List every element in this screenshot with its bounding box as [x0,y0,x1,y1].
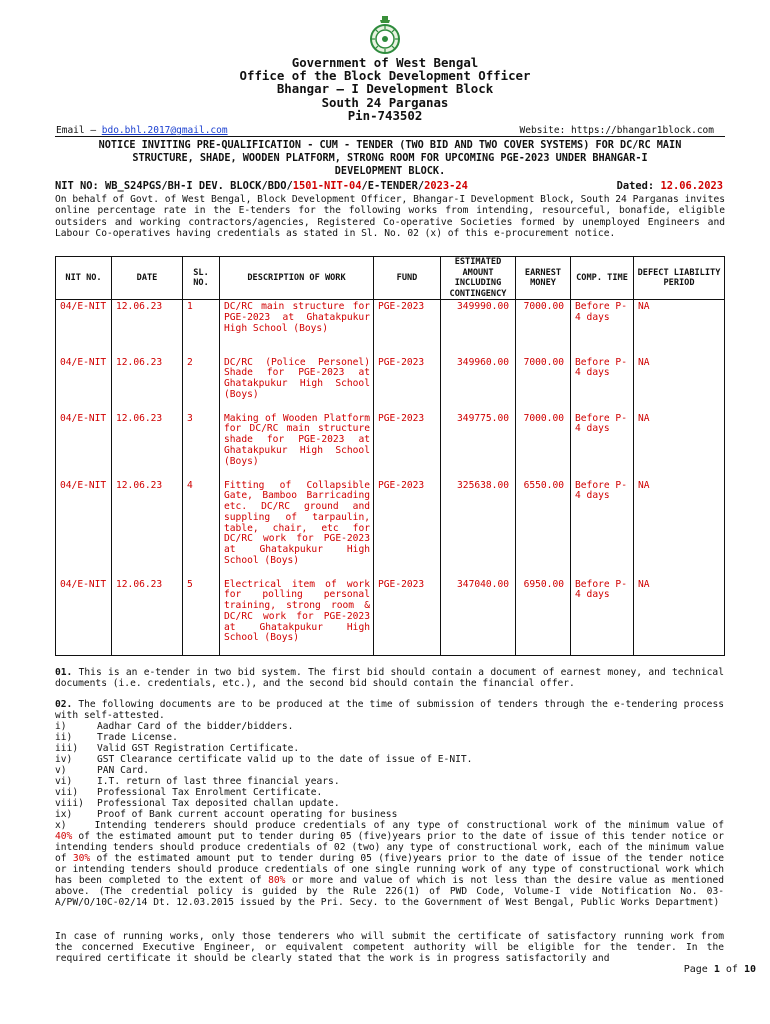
clause-01-number: 01. [55,667,73,678]
cell-nit: 04/E-NIT [56,578,112,656]
cell-sl: 2 [183,356,220,412]
page-number [684,964,756,975]
cell-date: 12.06.23 [112,300,183,356]
notice-title-line-2: STRUCTURE, SHADE, WOODEN PLATFORM, STRONG ROOM FOR UPCOMING PGE-2023 UNDER BHANGAR-I [132,153,648,164]
cell-earnest: 6550.00 [516,479,571,578]
notice-title [55,139,725,178]
list-item-key: iii) [55,743,79,754]
list-item-text: PAN Card. [97,765,149,776]
list-item-text: I.T. return of last three financial years. [97,776,340,787]
page-of-label: of [719,964,744,975]
credential-text-b: of the estimated amount put to tender during 05 (five)years prior to the date of issue of this tender notice or intending tenders should produce credentials of 02 (two) any type of constructional work, each of the minimum value of [55,831,724,864]
cell-amount: 347040.00 [441,578,516,656]
col-header-defect: DEFECT LIABILITY PERIOD [634,257,725,300]
col-header-date: DATE [112,257,183,300]
dated-label: Dated: [616,180,661,192]
cell-date: 12.06.23 [112,356,183,412]
cell-nit: 04/E-NIT [56,412,112,479]
cell-date: 12.06.23 [112,578,183,656]
header-district: South 24 Parganas [321,94,449,110]
works-table [55,256,725,656]
cell-amount: 349775.00 [441,412,516,479]
cell-amount: 349990.00 [441,300,516,356]
cell-amount: 325638.00 [441,479,516,578]
header-block: Bhangar – I Development Block [276,81,494,97]
table-header-row [56,257,725,300]
cell-comp-time: Before P-4 days [571,300,634,356]
credential-percent-1: 40% [55,831,73,842]
credential-requirement [55,820,724,908]
cell-earnest: 7000.00 [516,300,571,356]
cell-sl: 4 [183,479,220,578]
table-row [56,356,725,412]
nit-number-line [55,181,725,192]
cell-defect: NA [634,300,725,356]
cell-description: Electrical item of work for polling personal training, strong room & DC/RC work for PGE-2023 at Ghatakpukur High School (Boys) [220,578,374,656]
list-item [55,765,724,776]
page-total: 10 [743,964,756,975]
credential-percent-2: 30% [72,853,91,864]
cell-earnest: 6950.00 [516,578,571,656]
table-row [56,412,725,479]
running-works-paragraph: In case of running works, only those tenderers who will submit the certificate of satisfactory running work from the concerned Executive Engineer, or equivalent competent authority will be eligible for the tender. In the required certificate it should be clearly stated that the work is in progress satisfactorily and [55,931,724,964]
header-office: Office of the Block Development Officer [239,68,531,84]
list-item [55,754,724,765]
cell-fund: PGE-2023 [374,300,441,356]
cell-comp-time: Before P-4 days [571,356,634,412]
nit-mid: /E-TENDER/ [361,180,425,192]
list-item-text: Professional Tax deposited challan update. [97,798,340,809]
cell-fund: PGE-2023 [374,578,441,656]
credential-percent-3: 80% [268,875,286,886]
cell-fund: PGE-2023 [374,412,441,479]
cell-fund: PGE-2023 [374,356,441,412]
government-emblem-icon [368,14,402,56]
credential-text-a: Intending tenderers should produce credentials of any type of constructional work of the minimum value of [94,820,724,831]
header-divider [55,136,725,137]
cell-description: Making of Wooden Platform for DC/RC main structure shade for PGE-2023 at Ghatakpukur High School (Boys) [220,412,374,479]
cell-sl: 1 [183,300,220,356]
list-item [55,743,724,754]
list-item-text: Proof of Bank current account operating for business [97,809,398,820]
list-item-key: x) [55,820,67,831]
list-item [55,732,724,743]
cell-date: 12.06.23 [112,412,183,479]
list-item-text: GST Clearance certificate valid up to the date of issue of E-NIT. [97,754,473,765]
notice-date [617,181,723,192]
list-item [55,798,724,809]
cell-description: DC/RC (Police Personel) Shade for PGE-2023 at Ghatakpukur High School (Boys) [220,356,374,412]
cell-sl: 3 [183,412,220,479]
cell-comp-time: Before P-4 days [571,479,634,578]
list-item-key: v) [55,765,67,776]
list-item-key: viii) [55,798,84,809]
nit-serial: 1501-NIT-04 [292,180,362,192]
cell-comp-time: Before P-4 days [571,412,634,479]
clause-02 [55,699,724,721]
list-item-key: vi) [55,776,73,787]
col-header-sl: SL. NO. [183,257,220,300]
cell-earnest: 7000.00 [516,356,571,412]
cell-comp-time: Before P-4 days [571,578,634,656]
list-item-key: ix) [55,809,73,820]
cell-nit: 04/E-NIT [56,300,112,356]
clause-01-text: This is an e-tender in two bid system. The first bid should contain a document of earnest money, and technical documents (i.e. credentials, etc.), and the second bid should contain the financial offer. [55,667,724,689]
list-item-text: Professional Tax Enrolment Certificate. [97,787,323,798]
list-item-key: i) [55,721,67,732]
list-item [55,787,724,798]
notice-title-line-3: DEVELOPMENT BLOCK. [334,166,446,177]
cell-date: 12.06.23 [112,479,183,578]
col-header-nit: NIT NO. [56,257,112,300]
email-link[interactable]: bdo.bhl.2017@gmail.com [101,125,228,136]
office-header [0,56,770,122]
dated-value: 12.06.2023 [660,180,723,192]
col-header-description: DESCRIPTION OF WORK [220,257,374,300]
cell-nit: 04/E-NIT [56,479,112,578]
list-item-key: iv) [55,754,73,765]
nit-year: 2023-24 [424,180,468,192]
document-list [55,721,724,820]
credential-text-d: or more and value of which is not less than the desire value as mentioned above. (The credential policy is guided by the Rule 226(1) of PWD Code, Volume-I vide Notification No. 03-A/PW/O/10C-02/14 Dt. 12.03.2015 issued by the Pri. Secy. to the Government of West Bengal, Public Works Department) [55,875,724,908]
list-item [55,721,724,732]
email-label: Email – [56,125,102,136]
clause-02-number: 02. [55,699,73,710]
header-government: Government of West Bengal [291,55,479,70]
cell-defect: NA [634,356,725,412]
nit-prefix: NIT NO: WB_S24PGS/BH-I DEV. BLOCK/BDO/ [55,180,293,192]
list-item-text: Aadhar Card of the bidder/bidders. [97,721,294,732]
cell-amount: 349960.00 [441,356,516,412]
col-header-earnest: EARNEST MONEY [516,257,571,300]
header-pin: Pin-743502 [347,107,423,123]
website-info: Website: https://bhangar1block.com [519,125,714,136]
list-item [55,776,724,787]
intro-paragraph: On behalf of Govt. of West Bengal, Block Development Officer, Bhangar-I Development Block, South 24 Parganas invites online percentage rate in the E-tenders for the following works from intending, resourceful, bonafide, eligible outsiders and working contractors/agencies, Registered Co-operative Societies formed by unemployed Engineers and Labour Co-operatives having credentials as stated in Sl. No. 02 (x) of this e-procurement notice. [55,194,726,240]
col-header-comp-time: COMP. TIME [571,257,634,300]
table-row [56,300,725,356]
page-current: 1 [713,964,720,975]
page-label: Page [683,964,714,975]
credential-text-c: of the estimated amount put to tender during 05 (five)years prior to the date of issue of the tender notice or intending tenders should produce credentials of one single running work of any type of constructional work which has been completed to the extent of [55,853,725,886]
cell-sl: 5 [183,578,220,656]
cell-nit: 04/E-NIT [56,356,112,412]
list-item-key: ii) [55,732,73,743]
email-info [56,125,228,136]
list-item-key: vii) [55,787,79,798]
cell-fund: PGE-2023 [374,479,441,578]
cell-description: Fitting of Collapsible Gate, Bamboo Barricading etc. DC/RC ground and suppling of tarpaulin, table, chair, etc for DC/RC work for PGE-2023 at Ghatakpukur High School (Boys) [220,479,374,578]
cell-defect: NA [634,578,725,656]
table-row [56,479,725,578]
table-row [56,578,725,656]
cell-defect: NA [634,479,725,578]
list-item-text: Trade License. [97,732,178,743]
col-header-amount: ESTIMATED AMOUNT INCLUDING CONTINGENCY [441,257,516,300]
cell-description: DC/RC main structure for PGE-2023 at Ghatakpukur High School (Boys) [220,300,374,356]
cell-earnest: 7000.00 [516,412,571,479]
clause-01 [55,667,724,689]
clause-02-text: The following documents are to be produced at the time of submission of tenders through the e-tendering process with self-attested. [55,699,724,721]
col-header-fund: FUND [374,257,441,300]
list-item [55,809,724,820]
list-item-text: Valid GST Registration Certificate. [97,743,300,754]
notice-title-line-1: NOTICE INVITING PRE-QUALIFICATION - CUM - TENDER (TWO BID AND TWO COVER SYSTEMS) FOR DC/RC MAIN [98,140,682,151]
cell-defect: NA [634,412,725,479]
